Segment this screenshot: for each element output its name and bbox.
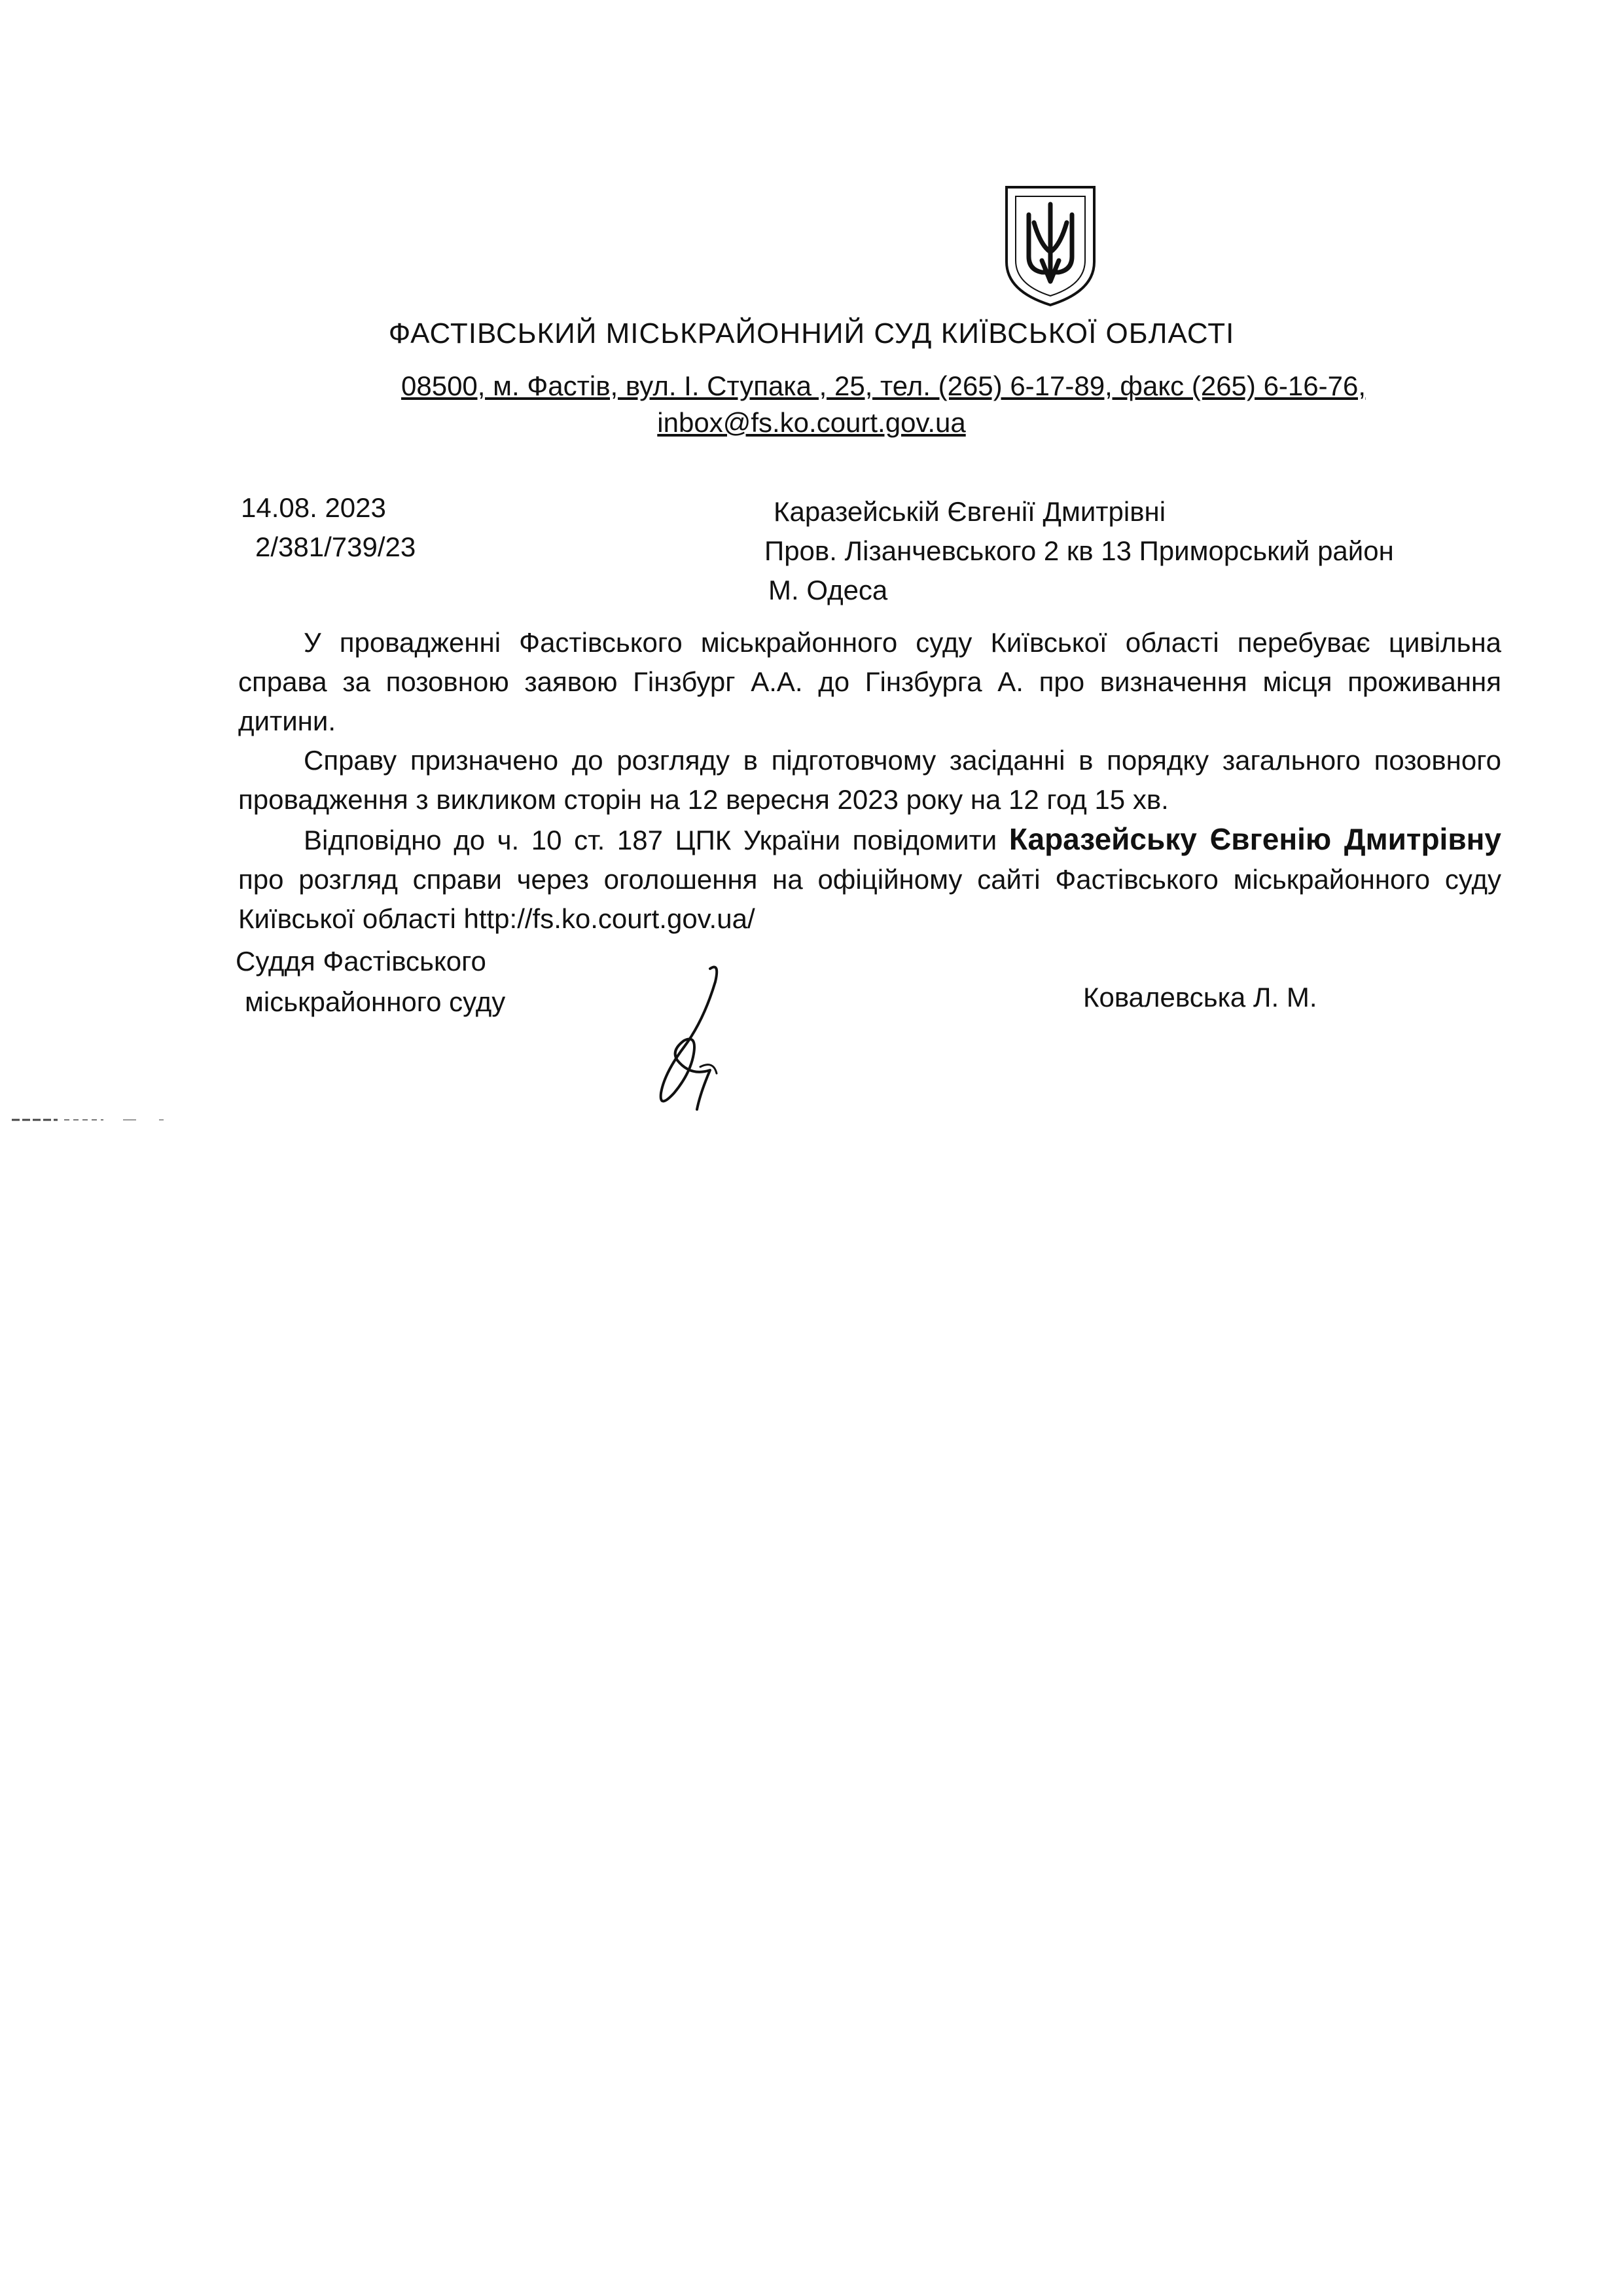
recipient-city: М. Одеса — [768, 575, 888, 605]
case-number: 2/381/739/23 — [255, 531, 416, 562]
court-address: 08500, м. Фастів, вул. І. Ступака , 25, тел. (265) 6-17-89, факс (265) 6-16-76, — [401, 370, 1366, 401]
paragraph-case-info: У провадженні Фастівського міськрайонного суду Київської області перебуває цивільна справа за позовною заявою Гінзбург А.А. до Гінзбурга А. про визначення місця проживання дитини. — [238, 627, 1501, 736]
notice-text-start: Відповідно до ч. 10 ст. 187 ЦПК України повідомити — [304, 825, 1009, 855]
recipient-name: Каразейській Євгенії Дмитрівні — [774, 496, 1166, 527]
recipient-address: Пров. Лізанчевського 2 кв 13 Приморський район — [764, 535, 1394, 566]
paragraph-notice — [238, 819, 1501, 939]
coat-of-arms-emblem — [1001, 183, 1099, 308]
email-link[interactable]: inbox@fs.ko.court.gov.ua — [657, 407, 966, 438]
paragraph-hearing: Справу призначено до розгляду в підготовчому засіданні в порядку загального позовного провадження з викликом сторін на 12 вересня 2023 року на 12 год 15 хв. — [238, 745, 1501, 815]
judge-name: Ковалевська Л. М. — [1083, 982, 1317, 1013]
letter-date: 14.08. 2023 — [241, 492, 386, 523]
court-name-heading: ФАСТІВСЬКИЙ МІСЬКРАЙОННИЙ СУД КИЇВСЬКОЇ ОБЛАСТІ — [388, 317, 1235, 350]
judge-title-line2: міськрайонного суду — [245, 986, 506, 1017]
signature-scribble — [638, 962, 743, 1113]
scan-artifact-line — [12, 1117, 169, 1123]
judge-title — [236, 941, 505, 1022]
recipient-block — [764, 492, 1550, 610]
notice-text-end: про розгляд справи через оголошення на офіційному сайті Фастівського міськрайонного суду Київської області http://fs.ko.court.gov.ua/ — [238, 864, 1501, 934]
judge-title-line1: Суддя Фастівського — [236, 946, 486, 977]
letter-body — [238, 623, 1501, 939]
notice-bold-name: Каразейську Євгенію Дмитрівну — [1008, 822, 1501, 856]
court-email — [0, 407, 1623, 439]
